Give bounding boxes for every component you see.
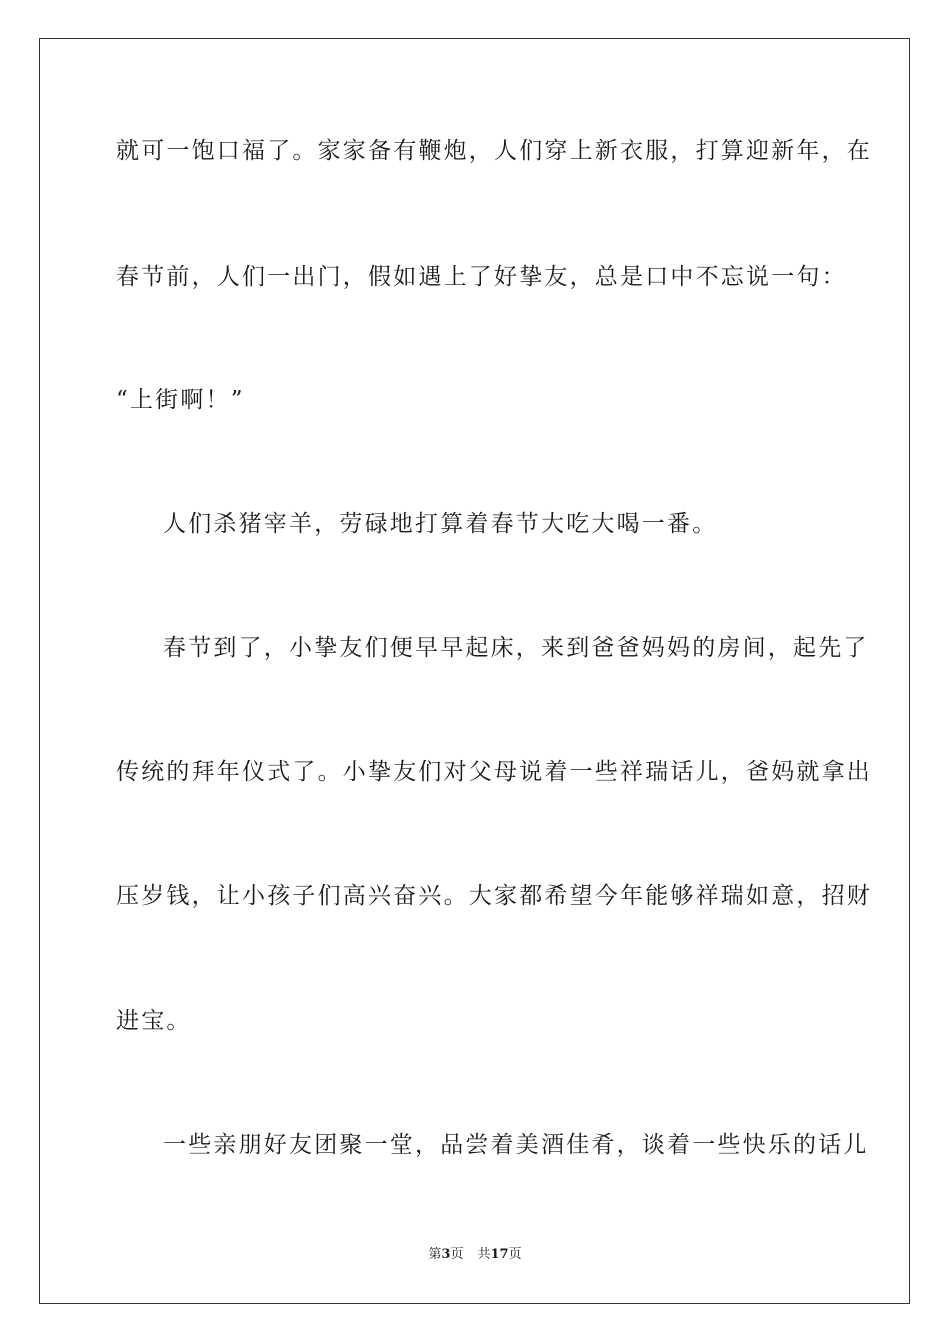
text-line-2: 春节前，人们一出门，假如遇上了好挚友，总是口中不忘说一句： — [116, 264, 847, 290]
text-line-9: 一些亲朋好友团聚一堂，品尝着美酒佳肴，谈着一些快乐的话儿 — [163, 1132, 869, 1158]
text-line-1: 就可一饱口福了。家家备有鞭炮，人们穿上新衣服，打算迎新年，在 — [116, 138, 872, 164]
footer-total-suffix: 页 — [508, 1247, 522, 1262]
text-line-7: 压岁钱，让小孩子们高兴奋兴。大家都希望今年能够祥瑞如意，招财 — [116, 883, 872, 909]
text-line-4: 人们杀猪宰羊，劳碌地打算着春节大吃大喝一番。 — [163, 511, 718, 537]
footer-page-prefix: 第 — [428, 1247, 442, 1262]
footer-total-prefix: 共 — [477, 1247, 491, 1262]
page-border — [39, 38, 910, 1304]
text-line-3: “上街啊！” — [116, 387, 245, 413]
footer-page-number: 3 — [441, 1247, 451, 1262]
text-line-5: 春节到了，小挚友们便早早起床，来到爸爸妈妈的房间，起先了 — [163, 635, 869, 661]
text-line-8: 进宝。 — [116, 1008, 192, 1034]
footer-total-pages: 17 — [490, 1247, 509, 1262]
footer-page-suffix: 页 — [450, 1247, 464, 1262]
page-footer — [0, 1246, 950, 1264]
text-line-6: 传统的拜年仪式了。小挚友们对父母说着一些祥瑞话儿，爸妈就拿出 — [116, 759, 872, 785]
